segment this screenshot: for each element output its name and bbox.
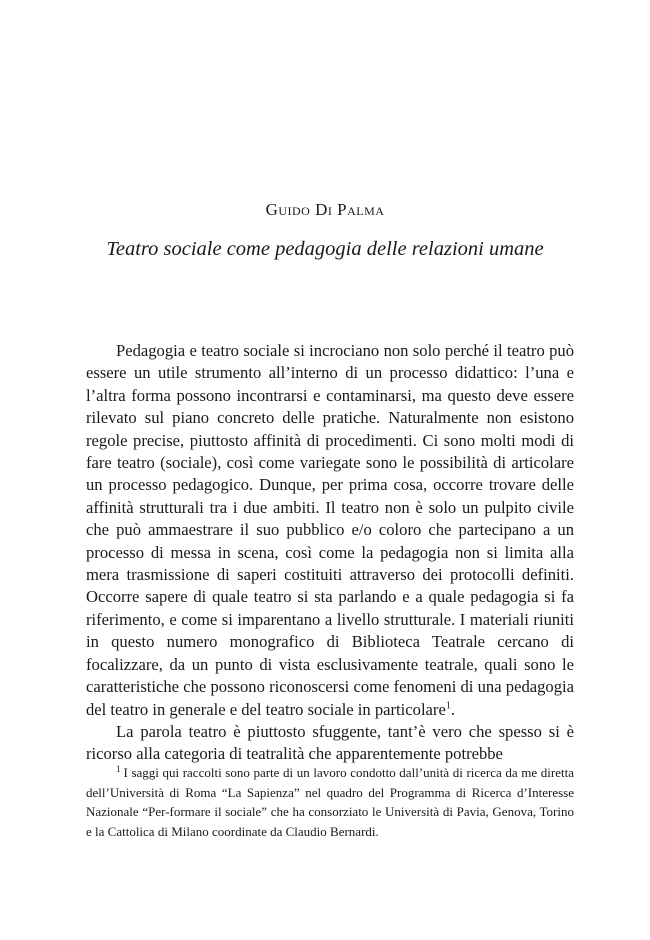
paragraph-end: . (450, 699, 455, 719)
body-paragraph (86, 340, 574, 721)
body-paragraph (86, 721, 574, 766)
footnote-text: I saggi qui raccolti sono parte di un lavoro condotto dall’unità di ricerca da me diretta dell’Università di Roma “La Sapienza” nel quadro del Programma di Ricerca d’Interesse Nazionale “Per-formare il sociale” che ha consorziato le Università di Pavia, Genova, Torino e la Cattolica di Milano coordinate da Claudio Bernardi. (86, 765, 574, 839)
footnote (86, 763, 574, 841)
article-title: Teatro sociale come pedagogia delle relazioni umane (106, 238, 544, 260)
paragraph-text: Pedagogia e teatro sociale si incrociano non solo perché il teatro può essere un utile strumento all’interno di un processo didattico: l’una e l’altra forma possono incontrarsi e contaminarsi, ma questo deve essere rilevato sul piano concreto delle pratiche. Naturalmente non esistono regole precise, piuttosto affinità di procedimenti. Ci sono molti modi di fare teatro (sociale), così come variegate sono le possibilità di articolare un processo pedagogico. Dunque, per prima cosa, occorre trovare delle affinità strutturali tra i due ambiti. Il teatro non è solo un pulpito civile che può ammaestrare il suo pubblico e/o coloro che partecipano a un processo di messa in scena, così come la pedagogia non si limita alla mera trasmissione di saperi costituiti attraverso dei protocolli definiti. Occorre sapere di quale teatro si sta parlando e a quale pedagogia si fa riferimento, e come si imparentano a livello strutturale. I materiali riuniti in questo numero monografico di Biblioteca Teatrale cercano di focalizzare, da un punto di vista esclusivamente teatrale, quali sono le caratteristiche che possono riconoscersi come fenomeni di una pedagogia del teatro in generale e del teatro sociale in particolare (86, 341, 574, 719)
article-body (86, 340, 574, 766)
footnote-mark: 1 (116, 763, 121, 774)
author-name: Guido Di Palma (265, 200, 385, 219)
footnote-reference: 1 (445, 699, 451, 711)
footnote-paragraph (86, 763, 574, 841)
paragraph-text: La parola teatro è piuttosto sfuggente, tant’è vero che spesso si è ricorso alla categoria di teatralità che apparentemente potrebbe (86, 721, 574, 764)
